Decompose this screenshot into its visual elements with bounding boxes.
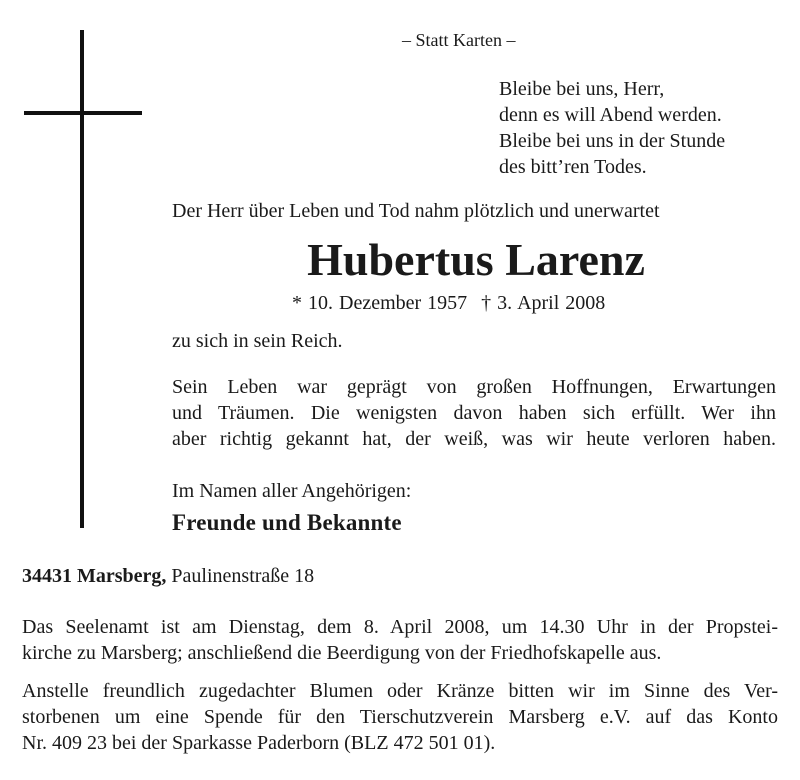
verse-line: denn es will Abend werden. [499,104,722,126]
on-behalf-text: Im Namen aller Angehörigen: [172,480,412,502]
address [22,565,314,588]
deceased-name: Hubertus Larenz [307,234,645,285]
intro-sentence: Der Herr über Leben und Tod nahm plötzlich und unerwartet [172,200,660,222]
verse-line: des bitt’ren Todes. [499,156,647,178]
statt-karten-header: – Statt Karten – [402,30,516,50]
donation-line: storbenen um eine Spende für den Tierschutzverein Marsberg e.V. auf das Konto [22,706,778,728]
donation-notice [22,678,778,756]
service-line: kirche zu Marsberg; anschließend die Beerdigung von der Friedhofskapelle aus. [22,642,662,664]
donation-line: Anstelle freundlich zugedachter Blumen oder Kränze bitten wir im Sinne des Ver- [22,680,778,702]
signers: Freunde und Bekannte [172,510,402,535]
donation-line: Nr. 409 23 bei der Sparkasse Paderborn (BLZ 472 501 01). [22,732,496,754]
tribute-line: und Träumen. Die wenigsten davon haben sich erfüllt. Wer ihn [172,402,776,424]
verse-line: Bleibe bei uns in der Stunde [499,130,726,152]
tribute-line: Sein Leben war geprägt von großen Hoffnungen, Erwartungen [172,376,776,398]
into-kingdom-text: zu sich in sein Reich. [172,330,343,352]
life-dates [292,292,605,315]
death-date: † 3. April 2008 [481,292,606,314]
service-line: Das Seelenamt ist am Dienstag, dem 8. April 2008, um 14.30 Uhr in der Propstei- [22,616,778,638]
verse-line: Bleibe bei uns, Herr, [499,78,665,100]
tribute-paragraph [172,374,776,452]
address-city: 34431 Marsberg, [22,565,167,587]
tribute-line: aber richtig gekannt hat, der weiß, was wir heute verloren haben. [172,428,776,450]
cross-horizontal-bar [24,111,142,115]
address-street: Paulinenstraße 18 [171,565,315,587]
service-notice [22,614,778,666]
birth-date: * 10. Dezember 1957 [292,292,468,314]
verse [499,76,725,180]
